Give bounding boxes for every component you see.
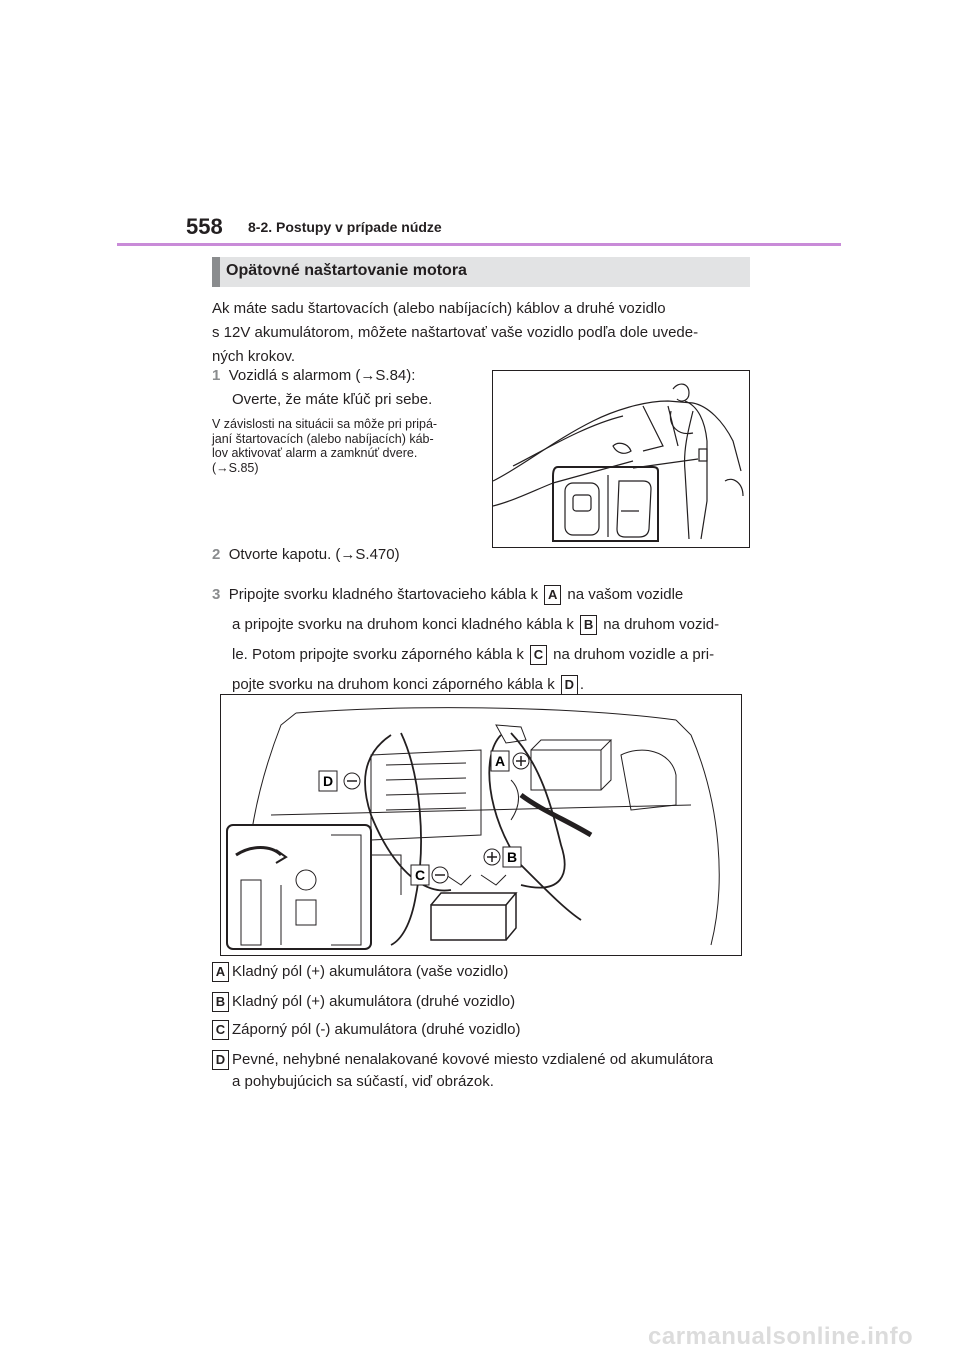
car-key-drawing <box>493 371 749 547</box>
step-1-line-1: Vozidlá s alarmom (→S.84): <box>228 367 416 384</box>
callout-c-text: C <box>414 867 426 883</box>
step-2 <box>212 546 400 563</box>
header-rule <box>117 243 841 246</box>
note-line: (→S.85) <box>212 460 259 475</box>
page-number: 558 <box>186 214 223 239</box>
alarm-note <box>212 417 482 475</box>
note-line: lov aktivovať alarm a zamknúť dvere. <box>212 446 418 460</box>
step-2-text: Otvorte kapotu. (→S.470) <box>228 546 400 563</box>
legend-b <box>212 992 515 1012</box>
section-accent <box>212 257 220 287</box>
step-3-text: Pripojte svorku kladného štartovacieho kábla k <box>228 586 539 603</box>
intro-line: s 12V akumulátorom, môžete naštartovať vaše vozidlo podľa dole uvede- <box>212 324 699 341</box>
callout-c <box>411 865 448 885</box>
step-3-text: na vašom vozidle <box>567 586 684 603</box>
step-3-text: le. Potom pripojte svorku záporného kábla k <box>232 646 524 663</box>
label-c: C <box>212 1020 229 1040</box>
chapter-title: 8-2. Postupy v prípade núdze <box>248 219 442 235</box>
step-number: 3 <box>212 586 221 603</box>
label-d: D <box>561 675 578 695</box>
step-3-text: na druhom vozidle a pri- <box>553 646 715 663</box>
legend-d-text: Pevné, nehybné nenalakované kovové miesto vzdialené od akumulátora <box>232 1051 714 1068</box>
legend-a <box>212 962 508 982</box>
callout-b-text: B <box>506 849 518 865</box>
legend-d-text-2: a pohybujúcich sa súčastí, viď obrázok. <box>232 1073 494 1090</box>
label-a: A <box>212 962 229 982</box>
step-3-text: pojte svorku na druhom konci záporného kábla k <box>232 676 555 693</box>
label-b: B <box>580 615 597 635</box>
legend-c-text: Záporný pól (-) akumulátora (druhé vozidlo) <box>232 1020 521 1038</box>
section-title: Opätovné naštartovanie motora <box>226 262 467 279</box>
label-b: B <box>212 992 229 1012</box>
step-1 <box>212 364 432 412</box>
intro-line: ných krokov. <box>212 348 296 365</box>
label-c: C <box>530 645 547 665</box>
intro-line: Ak máte sadu štartovacích (alebo nabíjacích) káblov a druhé vozidlo <box>212 300 666 317</box>
step-3-text: na druhom vozid- <box>603 616 720 633</box>
engine-illustration <box>220 694 742 956</box>
label-a: A <box>544 585 561 605</box>
legend-a-text: Kladný pól (+) akumulátora (vaše vozidlo) <box>232 962 509 980</box>
step-number: 1 <box>212 367 221 384</box>
callout-b <box>484 847 521 867</box>
legend-c <box>212 1020 520 1040</box>
step-number: 2 <box>212 546 221 563</box>
step-3-text: a pripojte svorku na druhom konci kladného kábla k <box>232 616 574 633</box>
callout-a-text: A <box>494 753 506 769</box>
jump-start-drawing <box>221 695 741 955</box>
legend-d <box>212 1049 713 1093</box>
step-3 <box>212 580 719 700</box>
label-d: D <box>212 1050 229 1070</box>
note-line: janí štartovacích (alebo nabíjacích) káb- <box>212 431 434 446</box>
legend-b-text: Kladný pól (+) akumulátora (druhé vozidlo) <box>232 992 516 1010</box>
watermark: carmanualsonline.info <box>648 1323 914 1350</box>
step-3-text: . <box>579 676 585 693</box>
callout-d-text: D <box>322 773 334 789</box>
key-illustration <box>492 370 750 548</box>
note-line: V závislosti na situácii sa môže pri pripá- <box>212 417 438 431</box>
intro-paragraph <box>212 297 752 369</box>
step-1-line-2: Overte, že máte kľúč pri sebe. <box>232 391 433 408</box>
callout-a <box>491 751 529 771</box>
callout-d <box>319 771 360 791</box>
